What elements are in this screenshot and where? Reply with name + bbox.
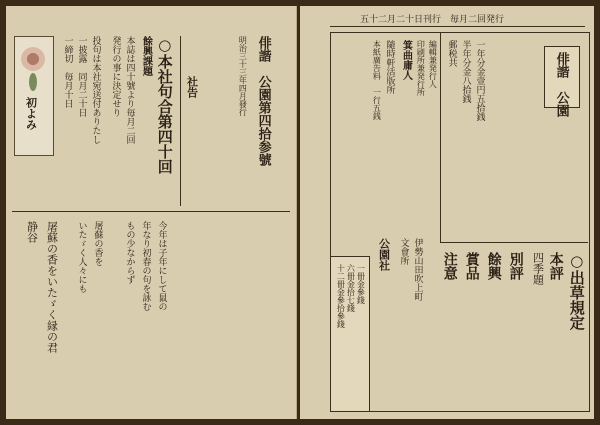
page-header: 五十二月二十日刊行 毎月二回発行 bbox=[360, 15, 505, 25]
rule-line: 郵税共 bbox=[446, 40, 457, 67]
notice-line: 発行の事に決定せり bbox=[110, 36, 121, 117]
essay-line: 今年は子年にして鼠の bbox=[156, 221, 167, 311]
price-row: 十二冊金參拾參錢 bbox=[336, 264, 346, 328]
issue-title: 俳諧 公園第四拾参號 bbox=[255, 36, 271, 166]
rule-line: 本紙廣告料 一行五銭 bbox=[372, 40, 382, 120]
rule-line: 一年分金壹円五拾銭 bbox=[474, 40, 485, 121]
magazine-title: 俳諧 公園 bbox=[553, 52, 569, 117]
right-page bbox=[300, 6, 594, 419]
section-entertainment: 餘興 bbox=[485, 252, 502, 280]
essay-line: 年なり初春の句を詠む bbox=[140, 221, 151, 311]
header-rule bbox=[330, 26, 585, 27]
flower-icon bbox=[21, 47, 45, 71]
essay-line: いたゞく人々にも bbox=[76, 221, 87, 293]
notice-line: 一披露 同月二十日 bbox=[76, 36, 87, 117]
left-page bbox=[6, 6, 297, 419]
section-rule bbox=[12, 211, 290, 212]
editor-label: 編輯兼発行人 bbox=[428, 40, 438, 88]
entertainment-heading: 餘興課題 bbox=[140, 36, 152, 76]
notice-line: 投句は本社宛送付ありたし bbox=[90, 36, 101, 144]
illustration-caption: 初よみ bbox=[24, 97, 38, 130]
section-main-review: 本評 bbox=[547, 252, 564, 280]
new-year-illustration bbox=[14, 36, 54, 156]
section-rule bbox=[440, 242, 588, 243]
divider bbox=[440, 32, 441, 242]
office-address: 伊勢山田吹上町 bbox=[412, 238, 423, 301]
issue-date: 明治三十三年四月發行 bbox=[238, 36, 248, 116]
rule-line: 半年分金八拾銭 bbox=[460, 40, 471, 103]
section-submission-rules: ○出草規定 bbox=[567, 252, 586, 330]
notice-line: 一締切 毎月十日 bbox=[62, 36, 73, 108]
essay-line: もの少なからず bbox=[124, 221, 135, 284]
leaf-icon bbox=[29, 73, 37, 91]
competition-heading: ○本社句合第四十回 bbox=[155, 36, 174, 174]
print-shop: 隨時軒活版所 bbox=[384, 40, 395, 94]
essay-line: 屠蘇の香を bbox=[92, 221, 103, 266]
office-name: 公園社 bbox=[377, 238, 391, 271]
section-separate-review: 別評 bbox=[507, 252, 524, 280]
office-label: 文會所 bbox=[398, 238, 409, 265]
divider bbox=[180, 36, 181, 206]
publisher-name: 箕曲庸人 bbox=[400, 40, 412, 80]
section-season-topics: 四季題 bbox=[531, 252, 545, 285]
price-row: 六冊金拾七錢 bbox=[346, 264, 356, 312]
column-title: 社告 bbox=[185, 76, 199, 98]
poem-text: 屠蘇の香をいたゞく縁の君 bbox=[45, 221, 59, 353]
price-row: 一冊金參錢 bbox=[356, 264, 366, 304]
printer-label: 印刷所兼発行所 bbox=[416, 40, 426, 96]
section-attention: 注意 bbox=[441, 252, 458, 280]
section-prizes: 賞品 bbox=[463, 252, 480, 280]
poem-author: 静谷 bbox=[25, 221, 39, 243]
notice-line: 本誌は四十號より毎月二回 bbox=[124, 36, 135, 144]
